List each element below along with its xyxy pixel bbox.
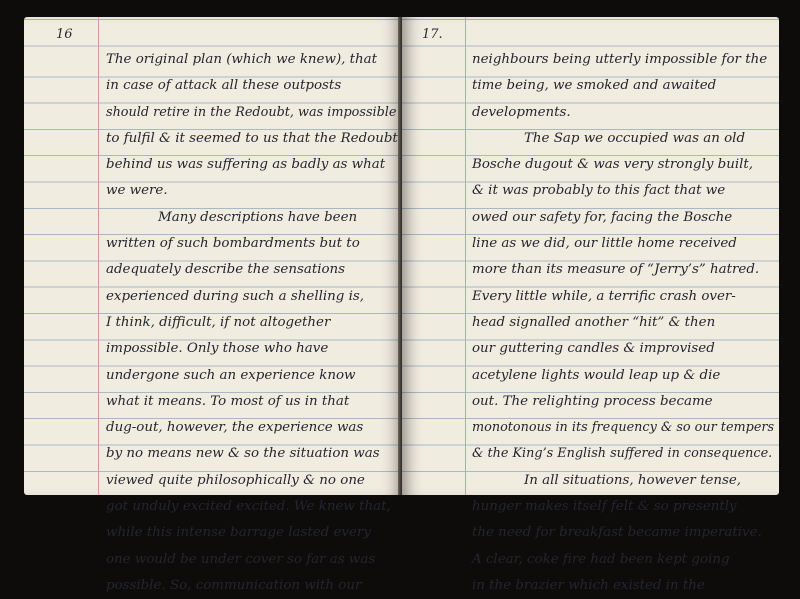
text-line: Bosche dugout & was very strongly built, — [472, 157, 754, 173]
text-line: viewed quite philosophically & no one — [106, 472, 365, 488]
text-line: in case of attack all these outposts — [106, 78, 342, 94]
text-line: in the brazier which existed in the — [472, 577, 705, 593]
text-line: by no means new & so the situation was — [106, 446, 380, 462]
text-line: The original plan (which we knew), that — [106, 52, 378, 67]
text-line: more than its measure of “Jerry’s” hatred. — [472, 262, 760, 278]
text-line: impossible. Only those who have — [106, 341, 329, 357]
text-line: while this intense barrage lasted every — [106, 525, 371, 541]
text-line: we were. — [106, 183, 168, 199]
text-line: behind us was suffering as badly as what — [106, 157, 386, 173]
right-margin-rule — [465, 17, 466, 495]
text-line: I think, difficult, if not altogether — [106, 314, 331, 330]
text-line: neighbours being utterly impossible for the — [472, 52, 768, 67]
text-line: experienced during such a shelling is, — [106, 288, 365, 304]
text-line: time being, we smoked and awaited — [472, 78, 717, 94]
left-page-text — [106, 47, 398, 599]
text-line: written of such bombardments but to — [106, 236, 360, 252]
text-line: hunger makes itself felt & so presently — [472, 499, 737, 515]
text-line: A clear, coke fire had been kept going — [472, 551, 730, 567]
text-line: monotonous in its frequency & so our tempers — [472, 420, 775, 436]
text-line: got unduly excited excited. We knew that, — [106, 499, 391, 515]
text-line: the need for breakfast became imperative. — [472, 525, 762, 541]
right-page — [402, 17, 779, 593]
text-line: & the King’s English suffered in consequence. — [472, 446, 773, 462]
text-line: one would be under cover so far as was — [106, 551, 376, 567]
text-line: head signalled another “hit” & then — [472, 314, 716, 330]
left-page — [24, 17, 402, 593]
text-line: developments. — [472, 104, 571, 120]
text-line: to fulfil & it seemed to us that the Redoubt — [106, 130, 398, 146]
text-line: & it was probably to this fact that we — [472, 183, 726, 199]
text-line: The Sap we occupied was an old — [524, 130, 746, 146]
right-page-text — [472, 47, 776, 599]
text-line: In all situations, however tense, — [524, 472, 742, 488]
text-line: Every little while, a terrific crash over- — [472, 288, 736, 304]
text-line: what it means. To most of us in that — [106, 393, 350, 409]
left-margin-rule — [98, 17, 99, 495]
text-line: possible. So, communication with our — [106, 577, 362, 593]
text-line: dug-out, however, the experience was — [106, 420, 364, 436]
text-line: our guttering candles & improvised — [472, 341, 715, 357]
text-line: acetylene lights would leap up & die — [472, 367, 721, 383]
text-line: should retire in the Redoubt, was impossible — [106, 104, 397, 120]
left-page-number: 16 — [56, 27, 73, 42]
text-line: adequately describe the sensations — [106, 262, 346, 278]
right-page-number: 17. — [422, 27, 443, 42]
text-line: owed our safety for, facing the Bosche — [472, 209, 733, 225]
text-line: line as we did, our little home received — [472, 236, 737, 252]
text-line: Many descriptions have been — [158, 209, 358, 225]
text-line: undergone such an experience know — [106, 367, 356, 383]
text-line: out. The relighting process became — [472, 393, 713, 409]
